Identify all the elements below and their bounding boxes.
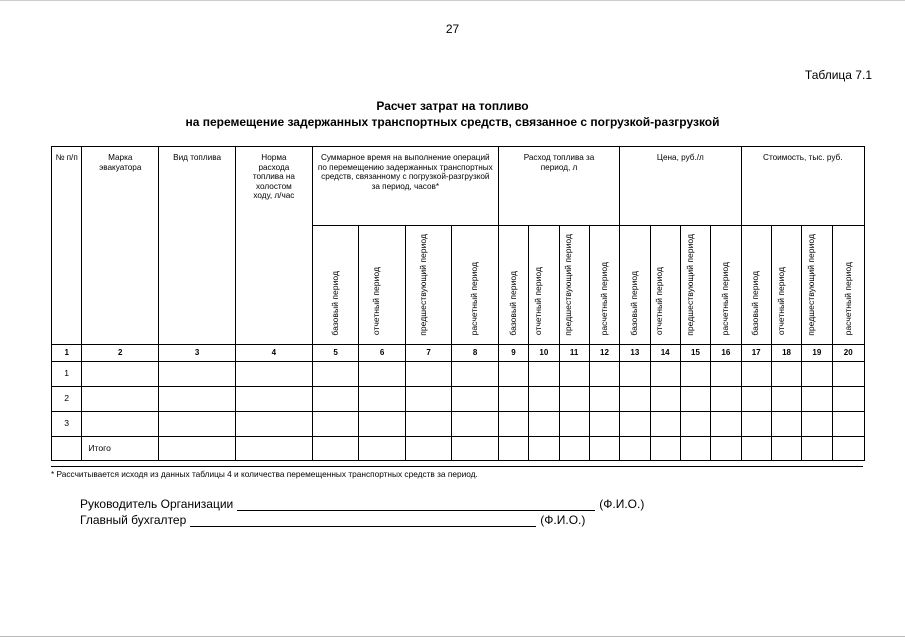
column-number: 13 <box>620 345 650 362</box>
table-cell[interactable] <box>359 362 406 387</box>
period-base: базовый период <box>329 270 340 336</box>
table-cell[interactable] <box>680 437 710 461</box>
period-previous: предшествующий период <box>563 233 574 336</box>
period-report: отчетный период <box>371 267 382 336</box>
table-cell[interactable] <box>680 387 710 412</box>
column-number: 11 <box>559 345 589 362</box>
table-cell[interactable] <box>711 437 741 461</box>
table-cell[interactable] <box>312 362 359 387</box>
column-number: 16 <box>711 345 741 362</box>
table-cell[interactable] <box>405 387 452 412</box>
table-cell[interactable] <box>741 412 771 437</box>
table-cell[interactable] <box>832 387 864 412</box>
table-row <box>52 387 865 412</box>
row-number: 1 <box>52 362 82 387</box>
period-calc: расчетный период <box>598 262 609 336</box>
period-report: отчетный период <box>654 267 665 336</box>
table-cell[interactable] <box>771 437 801 461</box>
table-cell[interactable] <box>680 412 710 437</box>
table-cell[interactable] <box>741 437 771 461</box>
table-cell[interactable] <box>711 412 741 437</box>
table-cell[interactable] <box>235 387 312 412</box>
signature-accountant <box>80 513 585 527</box>
column-number: 10 <box>529 345 559 362</box>
table-cell[interactable] <box>529 362 559 387</box>
document-title <box>0 98 905 130</box>
table-cell[interactable] <box>498 412 528 437</box>
column-number: 7 <box>405 345 452 362</box>
header-brand: Марка эвакуатора <box>82 147 159 345</box>
footnote-divider <box>51 466 863 467</box>
column-number: 6 <box>359 345 406 362</box>
column-number: 3 <box>159 345 236 362</box>
column-number: 8 <box>452 345 499 362</box>
period-previous: предшествующий период <box>684 233 695 336</box>
footnote: * Рассчитывается исходя из данных таблицы 4 и количества перемещенных транспортных средств за период. <box>51 469 478 479</box>
table-cell[interactable] <box>589 362 619 387</box>
table-cell[interactable] <box>452 362 499 387</box>
title-line-2: на перемещение задержанных транспортных средств, связанное с погрузкой-разгрузкой <box>185 115 720 129</box>
table-cell[interactable] <box>159 437 236 461</box>
table-cell[interactable] <box>452 437 499 461</box>
table-cell[interactable] <box>589 387 619 412</box>
page-number: 27 <box>445 22 460 36</box>
title-line-1: Расчет затрат на топливо <box>376 99 529 113</box>
table-cell[interactable] <box>589 412 619 437</box>
signature-head-line[interactable] <box>237 497 595 511</box>
table-cell[interactable] <box>620 412 650 437</box>
table-cell[interactable] <box>559 387 589 412</box>
period-calc: расчетный период <box>469 262 480 336</box>
total-row <box>52 437 865 461</box>
column-number: 17 <box>741 345 771 362</box>
signature-accountant-suffix: (Ф.И.О.) <box>540 513 586 527</box>
scan-edge-top <box>0 0 905 1</box>
table-cell[interactable] <box>832 412 864 437</box>
column-number: 14 <box>650 345 680 362</box>
table-cell[interactable] <box>405 362 452 387</box>
table-cell[interactable] <box>771 362 801 387</box>
table-cell[interactable] <box>802 437 832 461</box>
row-number: 3 <box>52 412 82 437</box>
table-cell[interactable] <box>82 387 159 412</box>
table-cell[interactable] <box>498 437 528 461</box>
table-cell[interactable] <box>235 412 312 437</box>
header-price: Цена, руб./л <box>620 147 741 226</box>
column-number: 15 <box>680 345 710 362</box>
table-cell[interactable] <box>620 437 650 461</box>
column-number: 20 <box>832 345 864 362</box>
table-label: Таблица 7.1 <box>804 68 872 82</box>
table-cell[interactable] <box>312 437 359 461</box>
period-previous: предшествующий период <box>805 233 816 336</box>
table-cell[interactable] <box>680 362 710 387</box>
table-cell[interactable] <box>620 387 650 412</box>
table-cell[interactable] <box>359 412 406 437</box>
table-cell[interactable] <box>159 387 236 412</box>
period-report: отчетный период <box>775 267 786 336</box>
table-row <box>52 412 865 437</box>
header-total-time: Суммарное время на выполнение операций по перемещению задержанных транспортных средств, связанному с погрузкой-разгрузкой за период, часов* <box>312 147 498 226</box>
column-number: 4 <box>235 345 312 362</box>
column-number-row <box>52 345 865 362</box>
table-cell[interactable] <box>741 362 771 387</box>
period-calc: расчетный период <box>720 262 731 336</box>
table-cell[interactable] <box>82 362 159 387</box>
table-cell[interactable] <box>802 362 832 387</box>
table-cell[interactable] <box>650 362 680 387</box>
table-cell[interactable] <box>620 362 650 387</box>
header-fuel-type: Вид топлива <box>159 147 236 345</box>
signature-head <box>80 497 644 511</box>
column-number: 2 <box>82 345 159 362</box>
table-cell[interactable] <box>711 362 741 387</box>
column-number: 18 <box>771 345 801 362</box>
column-number: 5 <box>312 345 359 362</box>
period-base: базовый период <box>507 270 518 336</box>
table-cell <box>52 437 82 461</box>
table-cell[interactable] <box>589 437 619 461</box>
table-cell[interactable] <box>559 362 589 387</box>
table-cell[interactable] <box>559 437 589 461</box>
table-cell[interactable] <box>235 362 312 387</box>
scan-edge-bottom <box>0 636 905 637</box>
period-calc: расчетный период <box>842 262 853 336</box>
table-cell[interactable] <box>559 412 589 437</box>
row-number: 2 <box>52 387 82 412</box>
column-number: 12 <box>589 345 619 362</box>
column-number: 1 <box>52 345 82 362</box>
header-norm: Норма расхода топлива на холостом ходу, л/час <box>235 147 312 345</box>
table-cell[interactable] <box>650 387 680 412</box>
table-cell[interactable] <box>452 387 499 412</box>
table-cell[interactable] <box>159 412 236 437</box>
total-label: Итого <box>82 437 159 461</box>
table-cell[interactable] <box>529 412 559 437</box>
table-cell[interactable] <box>771 412 801 437</box>
table-cell[interactable] <box>741 387 771 412</box>
column-number: 9 <box>498 345 528 362</box>
fuel-cost-table <box>51 146 865 461</box>
table-cell[interactable] <box>405 437 452 461</box>
table-cell[interactable] <box>529 387 559 412</box>
period-report: отчетный период <box>532 267 543 336</box>
table-cell[interactable] <box>650 412 680 437</box>
header-cost: Стоимость, тыс. руб. <box>741 147 864 226</box>
column-number: 19 <box>802 345 832 362</box>
table-cell[interactable] <box>359 437 406 461</box>
table-cell[interactable] <box>452 412 499 437</box>
signature-accountant-line[interactable] <box>190 513 536 527</box>
signature-head-suffix: (Ф.И.О.) <box>599 497 645 511</box>
table-cell[interactable] <box>359 387 406 412</box>
period-base: базовый период <box>750 270 761 336</box>
period-previous: предшествующий период <box>417 233 428 336</box>
table-cell[interactable] <box>82 412 159 437</box>
table-cell[interactable] <box>529 437 559 461</box>
table-cell[interactable] <box>498 387 528 412</box>
table-cell[interactable] <box>235 437 312 461</box>
table-cell[interactable] <box>832 362 864 387</box>
table-cell[interactable] <box>711 387 741 412</box>
table-row <box>52 362 865 387</box>
period-base: базовый период <box>629 270 640 336</box>
table-cell[interactable] <box>802 412 832 437</box>
table-cell[interactable] <box>405 412 452 437</box>
header-consumption: Расход топлива за период, л <box>498 147 619 226</box>
table-cell[interactable] <box>312 387 359 412</box>
header-num: № п/п <box>52 147 82 345</box>
table-cell[interactable] <box>650 437 680 461</box>
table-cell[interactable] <box>802 387 832 412</box>
table-cell[interactable] <box>498 362 528 387</box>
table-cell[interactable] <box>771 387 801 412</box>
table-cell[interactable] <box>312 412 359 437</box>
table-cell[interactable] <box>159 362 236 387</box>
signature-accountant-label: Главный бухгалтер <box>80 513 187 527</box>
signature-head-label: Руководитель Организации <box>80 497 234 511</box>
table-cell[interactable] <box>832 437 864 461</box>
